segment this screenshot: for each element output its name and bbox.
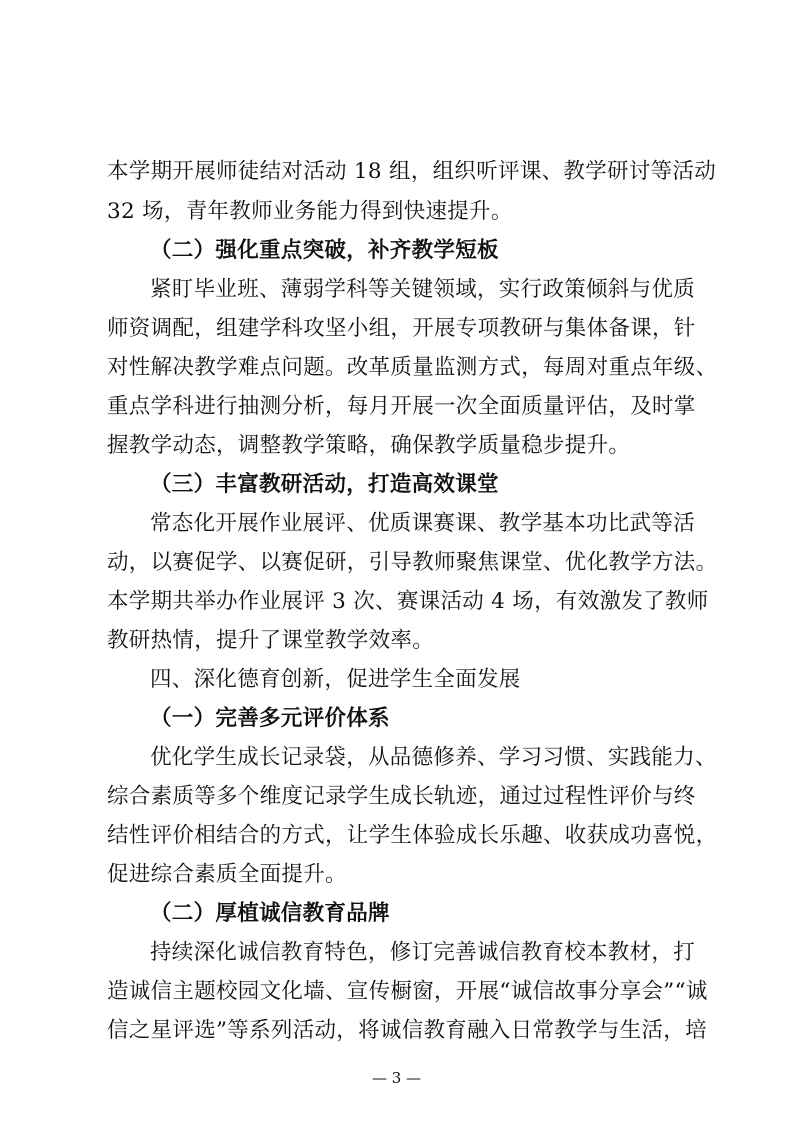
paragraph-line: 32 场，青年教师业务能力得到快速提升。	[107, 199, 513, 224]
paragraph-line: 常态化开展作业展评、优质课赛课、教学基本功比武等活	[150, 511, 696, 536]
paragraph-line: 结性评价相结合的方式，让学生体验成长乐趣、收获成功喜悦，	[107, 823, 718, 848]
paragraph-line: 本学期共举办作业展评 3 次、赛课活动 4 场，有效激发了教师	[107, 589, 709, 614]
section-heading: （三）丰富教研活动，打造高效课堂	[150, 472, 499, 497]
paragraph-line: 握教学动态，调整教学策略，确保教学质量稳步提升。	[107, 433, 631, 458]
paragraph-line: 造诚信主题校园文化墙、宣传橱窗，开展“诚信故事分享会”“诚	[107, 979, 708, 1004]
paragraph-line: 本学期开展师徒结对活动 18 组，组织听评课、教学研讨等活动	[107, 159, 717, 184]
paragraph-line: 优化学生成长记录袋，从品德修养、学习习惯、实践能力、	[150, 745, 717, 770]
page-number: — 3 —	[371, 1069, 422, 1087]
section-heading: （二）强化重点突破，补齐教学短板	[150, 238, 499, 263]
paragraph-line: 紧盯毕业班、薄弱学科等关键领域，实行政策倾斜与优质	[150, 277, 696, 302]
section-heading: （二）厚植诚信教育品牌	[150, 901, 390, 926]
paragraph-line: 重点学科进行抽测分析，每月开展一次全面质量评估，及时掌	[107, 394, 696, 419]
paragraph-line: 教研热情，提升了课堂教学效率。	[107, 628, 435, 653]
paragraph-line: 动，以赛促学、以赛促研，引导教师聚焦课堂、优化教学方法。	[107, 550, 718, 575]
paragraph-line: 对性解决教学难点问题。改革质量监测方式，每周对重点年级、	[107, 355, 718, 380]
paragraph-line: 师资调配，组建学科攻坚小组，开展专项教研与集体备课，针	[107, 316, 696, 341]
paragraph-line: 综合素质等多个维度记录学生成长轨迹，通过过程性评价与终	[107, 784, 696, 809]
chapter-heading: 四、深化德育创新，促进学生全面发展	[150, 667, 521, 692]
section-heading: （一）完善多元评价体系	[150, 706, 390, 731]
paragraph-line: 持续深化诚信教育特色，修订完善诚信教育校本教材，打	[150, 940, 696, 965]
paragraph-line: 信之星评选”等系列活动，将诚信教育融入日常教学与生活，培	[107, 1018, 707, 1043]
paragraph-line: 促进综合素质全面提升。	[107, 862, 347, 887]
